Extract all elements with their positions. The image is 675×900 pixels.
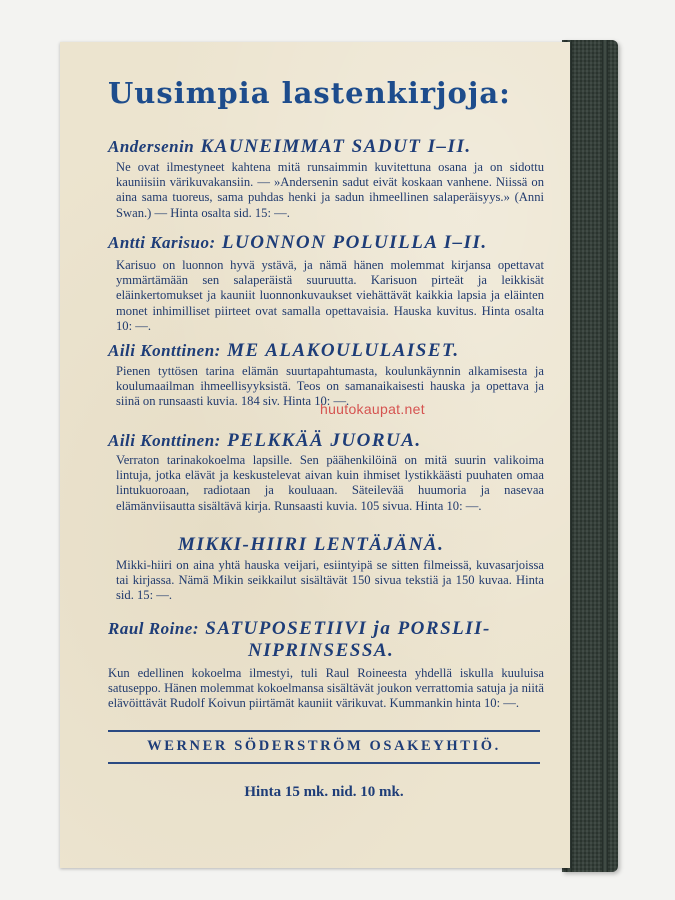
book-heading-roine xyxy=(108,618,491,640)
book-spine xyxy=(562,40,618,872)
book-heading-juorua xyxy=(108,430,422,452)
book-author: Andersenin xyxy=(108,137,195,156)
book-title: LUONNON POLUILLA I–II. xyxy=(221,232,488,253)
spine-ridge-right xyxy=(602,40,608,872)
book-description: Verraton tarinakokoelma lapsille. Sen päähenkilöinä on mitä suurin valikoima lintuja, jotka elävät ja keskustelevat aivan kuin ihmiset lystikkäästi puuhaten omaa lintukuoroaan, radiotaan ja kouluaan. Säteilevää huumoria ja nasevaa elämänviisautta sisältävä kirja. Runsaasti kuvia. 105 sivua. Hinta 10: —. xyxy=(116,453,544,513)
book-heading-alakoululaiset xyxy=(108,340,460,362)
book-heading-mikki xyxy=(178,534,444,556)
book-description: Ne ovat ilmestyneet kahtena mitä runsaimmin kuvitettuna osana ja on sidottu kauniisiin värikuvakansiin. — »Andersenin sadut eivät koskaan vanhene. Niissä on aina sama tuoreus, sama puhdas henki ja sadun ihmeellinen salaperäisyys.» (Anni Swan.) — Hinta osalta sid. 15: —. xyxy=(116,160,544,220)
book-title: KAUNEIMMAT SADUT I–II. xyxy=(200,136,472,157)
book-author: Aili Konttinen: xyxy=(108,431,221,450)
watermark: huutokaupat.net xyxy=(320,401,425,417)
book-description: Karisuo on luonnon hyvä ystävä, ja nämä hänen molemmat kirjansa opettavat ymmärtämään sen salaperäistä suuruutta. Karisuon pirteät ja leikkisät eläinkertomukset ja kauniit luonnonkuvaukset viehättävät kaikkia lapsia ja eläinten monet inhimilliset piirteet ovat samalla opettavaisia. Hauska kuvitus. Hinta osalta 10: —. xyxy=(116,258,544,333)
book-heading-andersen xyxy=(108,136,472,158)
divider-rule xyxy=(108,762,540,764)
book-title: SATUPOSETIIVI ja PORSLII- xyxy=(205,618,491,639)
book-heading-roine-continued xyxy=(248,640,394,662)
book-title: ME ALAKOULULAISET. xyxy=(227,340,460,361)
book-title: MIKKI-HIIRI LENTÄJÄNÄ. xyxy=(178,534,445,555)
book-heading-karisuo xyxy=(108,232,488,254)
back-cover-page xyxy=(60,42,570,868)
book-description: Kun edellinen kokoelma ilmestyi, tuli Raul Roineesta yhdellä iskulla kuuluisa satuseppo. Hänen molemmat kokoelmansa sisältävät joukon verrattomia satuja ja niitä elävöittävät Rudolf Koivun piirtämät kauniit värikuvat. Kummankin hinta 10: —. xyxy=(108,666,544,711)
book-description: Pienen tyttösen tarina elämän suurtapahtumasta, koulunkäynnin alkamisesta ja koulumaailman ihmeellisyyksistä. Teos on samanaikaisesti hauska ja opettava ja siinä on runsaasti kuvia. 184 siv. Hinta 10: —. xyxy=(116,364,544,409)
book-description: Mikki-hiiri on aina yhtä hauska veijari, esiintyipä se sitten filmeissä, kuvasarjoissa tai kirjassa. Nämä Mikin seikkailut sisältävät 150 sivua tekstiä ja 150 kuvaa. Hinta sid. 15: —. xyxy=(116,558,544,603)
price-line: Hinta 15 mk. nid. 10 mk. xyxy=(244,784,404,800)
book-title: NIPRINSESSA. xyxy=(248,640,395,661)
book-author: Antti Karisuo: xyxy=(108,233,216,252)
publisher-name: WERNER SÖDERSTRÖM OSAKEYHTIÖ. xyxy=(147,738,501,754)
page-title: Uusimpia lastenkirjoja: xyxy=(108,76,511,110)
book-author: Raul Roine: xyxy=(108,619,199,638)
divider-rule xyxy=(108,730,540,732)
book-title: PELKKÄÄ JUORUA. xyxy=(227,430,422,451)
book-author: Aili Konttinen: xyxy=(108,341,221,360)
